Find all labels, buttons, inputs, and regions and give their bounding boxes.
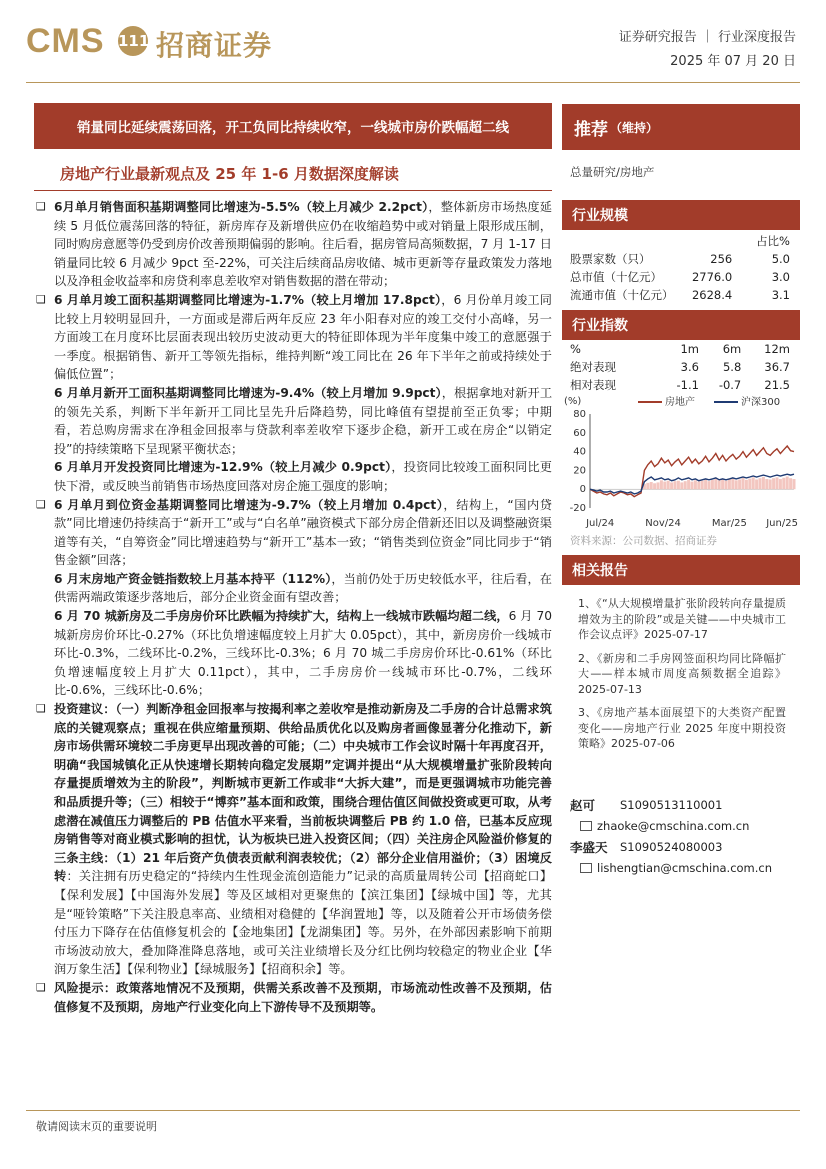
relative-bar — [646, 483, 649, 489]
table-row — [570, 358, 790, 376]
paragraph — [34, 496, 552, 570]
index-value: 3.6 — [680, 360, 699, 374]
relative-bar — [748, 479, 751, 490]
scale-pct: 3.1 — [771, 288, 790, 302]
paragraph — [34, 570, 552, 607]
relative-bar — [667, 481, 670, 489]
table-row — [570, 232, 790, 250]
mail-icon — [580, 863, 592, 873]
relative-bar — [772, 478, 775, 489]
relative-bar — [762, 477, 765, 489]
relative-bar — [697, 482, 700, 490]
report-type: 证券研究报告 ｜ 行业深度报告 — [618, 30, 796, 45]
headline-text: 销量同比延续震荡回落，开工负同比持续收窄，一线城市房价跌幅超二线 — [77, 120, 509, 136]
relative-bar — [793, 479, 796, 489]
header-divider — [26, 82, 800, 83]
relative-bar — [691, 482, 694, 490]
mail-icon — [580, 821, 592, 831]
index-value: 21.5 — [764, 378, 790, 392]
relative-bar — [742, 478, 745, 489]
main-body — [34, 198, 552, 1016]
logo-emblem-icon: 111 — [118, 26, 148, 56]
relative-bar — [725, 481, 728, 489]
section-header-related: 相关报告 — [562, 555, 800, 585]
index-value: -0.7 — [718, 378, 742, 392]
relative-bar — [759, 478, 762, 489]
paragraph-text: ，投资同比较竣工面积同比更快下滑，或反映当前销售市场热度回落对房企施工强度的影响； — [54, 460, 552, 493]
relative-bar — [687, 480, 690, 489]
relative-bar — [684, 481, 687, 489]
paragraph — [34, 198, 552, 291]
paragraph — [34, 384, 552, 458]
paragraph-text: ：关注拥有历史稳定的“持续内生性现金流创造能力”记录的高质量周转公司【招商蛇口】【保利发展】【中国海外发展】等及区域相对更聚焦的【滨江集团】【绿城中国】等，尤其是“哑铃策略”下关注股息率高、业绩相对稳健的【华润置地】等，以及随着公开市场债务偿付压力下降存在估值修复机会的【金地集团】【龙湖集团】等。另外，在外部因素影响下前期市场波动放大，叠加降准降息落地，或可关注业绩增长及分红比例均较稳定的物业企业【华润万象生活】【保利物业】【绿城服务】【招商积余】等。 — [54, 869, 553, 977]
paragraph-bold: 风险提示：政策落地情况不及预期，供需关系改善不及预期，市场流动性改善不及预期，估值修复不及预期，房地产行业变化向上下游传导不及预期等。 — [54, 980, 552, 1014]
relative-bar — [694, 480, 697, 489]
x-tick-label: Jun/25 — [766, 518, 798, 529]
index-table — [570, 340, 790, 394]
relative-bar — [738, 479, 741, 489]
table-row — [570, 340, 790, 358]
analyst-row — [570, 857, 802, 878]
headline-banner — [34, 103, 552, 149]
relative-bar — [786, 477, 789, 490]
relative-bar — [789, 478, 792, 489]
bullet-box-icon: ❑ — [36, 292, 46, 306]
related-report-item[interactable]: 1、《“从大规模增量扩张阶段转向存量提质增效为主的阶段”或是关键——中央城市工作会议点评》2025-07-17 — [578, 597, 786, 641]
analyst-row — [570, 794, 802, 815]
paragraph-bold: 6 月末房地产资金链指数较上月基本持平（112%） — [54, 571, 332, 586]
relative-bar — [701, 481, 704, 489]
relative-bar — [680, 482, 683, 489]
relative-bar — [714, 478, 717, 489]
index-label: 相对表现 — [570, 378, 616, 392]
y-tick-label: 60 — [573, 427, 586, 439]
y-tick-label: 20 — [573, 465, 586, 477]
analyst-email[interactable]: zhaoke@cmschina.com.cn — [597, 818, 750, 833]
legend-label: 沪深300 — [741, 397, 781, 408]
paragraph-text: ，整体新房市场热度延续 5 月低位震荡回落的特征，新房库存及新增供应仍在收缩趋势中或对销量上限形成压制，同时购房意愿等仍受到房价改善预期偏弱的影响。往后看，据房管局高频数据，7 月 1-17 日销量同比较 6 月减少 9pct 至-22%，可关注后续商品房收储、城市更新等存量政策发力落地以及净租金收益率和房贷利率息差收窄对销售数据的潜在带动； — [54, 200, 552, 289]
subtitle-divider — [34, 190, 552, 191]
analyst-cert: S1090513110001 — [620, 797, 723, 812]
relative-bar — [704, 479, 707, 489]
index-value: 5.8 — [722, 360, 742, 374]
table-row — [570, 268, 790, 286]
y-tick-label: 80 — [573, 409, 586, 420]
legend-label: 房地产 — [665, 397, 695, 408]
paragraph-text: ，6 月份单月竣工同比较上月较明显回升，一方面或是滞后两年反应 23 年小阳春对应的竣工交付小高峰，另一方面竣工在月度环比层面表现出较历史波动更大的特征即体现为半年度集中竣工的意愿强于一季度。根据销售、新开工等领先指标，维持判断“竣工同比在 26 年下半年之前或持续处于偏低位置”； — [54, 292, 552, 382]
rating: 推荐 — [574, 119, 608, 140]
index-chart — [562, 392, 802, 532]
y-axis-label: (%) — [564, 396, 582, 407]
paragraph-text: ，结构上，“国内贷款”同比增速仍持续高于“新开工”或与“白名单”融资模式下部分房企借新还旧以及调整融资渠道等有关，“自筹资金”同比增速趋势与“新开工”基本一致；“销售类到位资金”同比同步于“销售金额”回落； — [54, 497, 552, 568]
analyst-email[interactable]: lishengtian@cmschina.com.cn — [597, 860, 773, 875]
analyst-name: 赵可 — [570, 797, 596, 813]
paragraph-text: 6 月 70 城新房房价环比-0.27%（环比负增速幅度较上月扩大 0.05pct），其中，新房房价一线城市环比-0.3%，二线环比-0.2%，三线环比-0.3%；6 月 70 城二手房房价环比-0.61%（环比负增速幅度较上月扩大 0.11pct），其中，二手房房价一线城市环比-0.7%，二线环比-0.6%，三线环比-0.6%； — [54, 609, 552, 698]
table-row — [570, 286, 790, 304]
paragraph-bold: 6 月单月开发投资同比增速为-12.9%（较上月减少 0.9pct） — [54, 460, 392, 475]
related-reports — [578, 596, 786, 760]
related-report-item[interactable]: 3、《房地产基本面展望下的大类资产配置变化——房地产行业 2025 年度中期投资策略》2025-07-06 — [578, 706, 786, 750]
relative-bar — [735, 480, 738, 489]
scale-label: 股票家数（只） — [570, 252, 651, 266]
chart-source: 资料来源：公司数据、招商证券 — [570, 535, 717, 547]
paragraph-bold: 6 月 70 城新房及二手房房价环比跌幅为持续扩大，结构上一线城市跌幅均超二线， — [54, 609, 509, 624]
paragraph-bold: 6 月单月新开工面积基期调整同比增速为-9.4%（较上月增加 9.9pct） — [54, 385, 442, 400]
relative-bar — [776, 477, 779, 489]
y-tick-label: 40 — [573, 446, 586, 458]
footer-note: 敬请阅读末页的重要说明 — [36, 1120, 157, 1133]
paragraph — [34, 291, 552, 384]
section-header-index: 行业指数 — [562, 310, 800, 340]
logo-cn: 招商证券 — [156, 29, 273, 62]
analyst-contacts — [570, 794, 802, 878]
relative-bar — [779, 479, 782, 489]
paragraph-text: ，根据拿地对新开工的领先关系，判断下半年新开工同比呈先升后降趋势，同比峰值有望提前至正负零；中期看，若总购房需求在净租金回报率与贷款利率差收窄下逐步企稳，新开工或在房企“以销定投”的持续策略下呈现紧平衡状态； — [54, 385, 553, 456]
relative-bar — [718, 480, 721, 489]
relative-bar — [782, 478, 785, 489]
relative-bar — [674, 481, 677, 489]
relative-bar — [731, 479, 734, 490]
paragraph — [34, 700, 552, 979]
scale-pct-header: 占比% — [756, 234, 790, 248]
paragraph-text: ，当前仍处于历史较低水平，往后看，在供需两端政策逐步落地后，部分企业资金面有望改善； — [54, 571, 552, 605]
relative-bar — [728, 479, 731, 489]
footer-divider — [26, 1110, 800, 1111]
paragraph — [34, 607, 552, 700]
table-row — [570, 250, 790, 268]
scale-pct: 5.0 — [771, 252, 790, 266]
relative-bar — [660, 480, 663, 489]
related-report-item[interactable]: 2、《新房和二手房网签面积均同比降幅扩大——样本城市周度高频数据全追踪》2025-07-13 — [578, 651, 786, 696]
analyst-row — [570, 836, 802, 857]
analyst-row — [570, 815, 802, 836]
index-header: 1m — [680, 342, 699, 356]
analyst-cert: S1090524080003 — [620, 839, 723, 854]
logo-cms: CMS — [26, 22, 105, 60]
index-header: 12m — [764, 342, 790, 356]
paragraph — [34, 979, 552, 1016]
relative-bar — [711, 480, 714, 489]
bullet-box-icon: ❑ — [36, 702, 46, 716]
rating-box — [562, 104, 800, 150]
relative-bar — [677, 481, 680, 489]
paragraph-bold: 6 月单月竣工面积基期调整同比增速为-1.7%（较上月增加 17.8pct） — [54, 292, 442, 307]
scale-value: 2628.4 — [691, 288, 733, 302]
y-tick-label: -20 — [569, 503, 586, 514]
section-header-scale: 行业规模 — [562, 200, 800, 230]
relative-bar — [653, 483, 656, 489]
index-label: 绝对表现 — [570, 360, 616, 374]
bullet-box-icon: ❑ — [36, 200, 46, 213]
relative-bar — [721, 479, 724, 490]
scale-value: 256 — [710, 252, 733, 266]
scale-label: 流通市值（十亿元） — [570, 288, 674, 302]
relative-bar — [708, 481, 711, 489]
relative-bar — [745, 480, 748, 489]
scale-pct: 3.0 — [771, 270, 790, 284]
relative-bar — [650, 482, 653, 489]
index-value: -1.1 — [676, 378, 699, 392]
category: 总量研究/房地产 — [570, 165, 655, 179]
analyst-name: 李盛天 — [570, 839, 608, 855]
bullet-box-icon: ❑ — [36, 980, 46, 994]
x-tick-label: Jul/24 — [586, 518, 615, 529]
relative-bar — [670, 482, 673, 489]
paragraph — [34, 458, 552, 495]
paragraph-bold: 投资建议：（一）判断净租金回报率与按揭利率之差收窄是推动新房及二手房的合计总需求筑底的关键观察点；重视在供应缩量预期、供给品质优化以及购房者画像显著分化推动下，新房市场供需环境较二手房更早出现改善的可能；（二）中央城市工作会议时隔十年再度召开，明确“我国城镇化正从快速增长期转向稳定发展期”定调并提出“从大规模增量扩张阶段转向存量提质增效为主的阶段”，判断城市更新工作或非“大拆大建”，而是更强调城市功能完善和品质提升等；（三）相较于“博弈”基本面和政策，围绕合理估值区间做投资或更可取，从考虑潜在减值压力调整后的 PB 估值水平来看，当前板块调整后 PB 约 1.0 倍，已基本反应现房销售等对商业模式影响的担忧，认为板块已进入投资区间；（四）关注房企风险溢价修复的三条主线：（1）21 年后资产负债表贡献利润表较优；（2）部分企业信用溢价；（3）困境反转 — [54, 702, 552, 884]
relative-bar — [663, 482, 666, 490]
relative-bar — [755, 479, 758, 489]
report-subtitle: 房地产行业最新观点及 25 年 1-6 月数据深度解读 — [60, 165, 399, 183]
rating-note: （维持） — [610, 120, 659, 135]
index-value: 36.7 — [764, 360, 790, 374]
x-tick-label: Mar/25 — [711, 518, 747, 529]
relative-bar — [752, 477, 755, 489]
bullet-box-icon: ❑ — [36, 497, 46, 511]
relative-bar — [657, 482, 660, 489]
scale-label: 总市值（十亿元） — [570, 270, 662, 284]
relative-bar — [769, 479, 772, 489]
x-tick-label: Nov/24 — [645, 518, 681, 529]
relative-bar — [765, 479, 768, 489]
scale-value: 2776.0 — [691, 270, 733, 284]
paragraph-bold: 6 月单月到位资金基期调整同比增速为-9.7%（较上月增加 0.4pct） — [54, 497, 444, 512]
report-date: 2025 年 07 月 20 日 — [670, 54, 796, 69]
paragraph-bold: 6月单月销售面积基期调整同比增速为-5.5%（较上月减少 2.2pct） — [54, 200, 429, 214]
index-header: % — [570, 342, 581, 356]
y-tick-label: 0 — [579, 484, 586, 496]
index-header: 6m — [722, 342, 742, 356]
scale-table — [570, 232, 790, 304]
